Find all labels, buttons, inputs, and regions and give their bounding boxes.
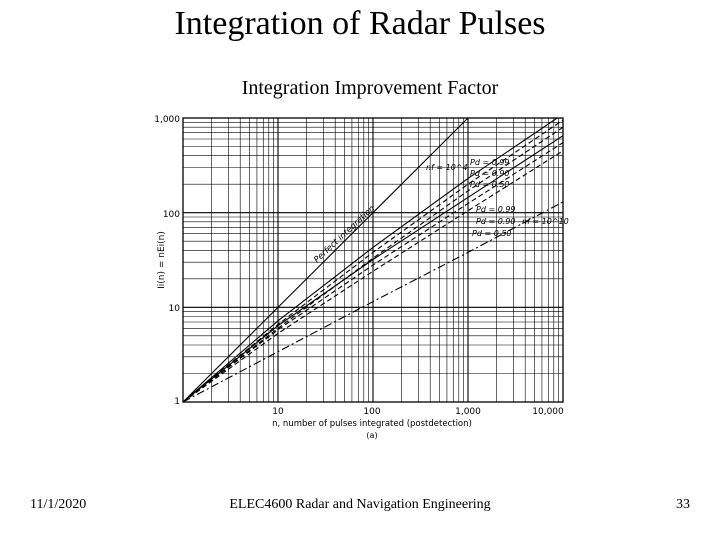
annotation-nf-label: nf = 10^4 [426,163,468,172]
y-axis-label: Ii(n) = nEi(n) [157,231,167,289]
y-tick-label: 1,000 [154,115,180,125]
annotation-pd-label: Pd = 0.99 [470,158,510,167]
annotation-pd-label: Pd = 0.90 [476,217,516,226]
slide-title: Integration of Radar Pulses [174,5,546,42]
curve-perfect [183,118,468,402]
annotation-pd-label: Pd = 0.50 [472,229,512,238]
chart-sublabel: (a) [366,431,378,440]
y-tick-label: 1 [174,397,180,407]
annotation-pd-label: Pd = 0.99 [476,205,516,214]
footer-course: ELEC4600 Radar and Navigation Engineering [229,497,491,512]
x-tick-label: 100 [363,407,381,417]
footer-page-number: 33 [676,497,690,512]
y-tick-label: 10 [168,304,180,314]
annotation-nf-label: nf = 10^10 [522,217,569,226]
x-axis-label: n, number of pulses integrated (postdetection) [272,419,472,429]
x-tick-label: 1,000 [455,407,481,417]
y-tick-label: 100 [162,210,180,220]
x-tick-label: 10 [272,407,284,417]
chart-title: Integration Improvement Factor [241,77,499,99]
x-tick-label: 10,000 [532,407,564,417]
annotation-pd-label: Pd = 0.90 [470,169,510,178]
footer-date: 11/1/2020 [30,497,87,512]
annotation-pd-label: Pd = 0.50 [470,180,510,189]
integration-chart [150,108,570,443]
perfect-integration-label: Perfect integration [312,203,378,266]
